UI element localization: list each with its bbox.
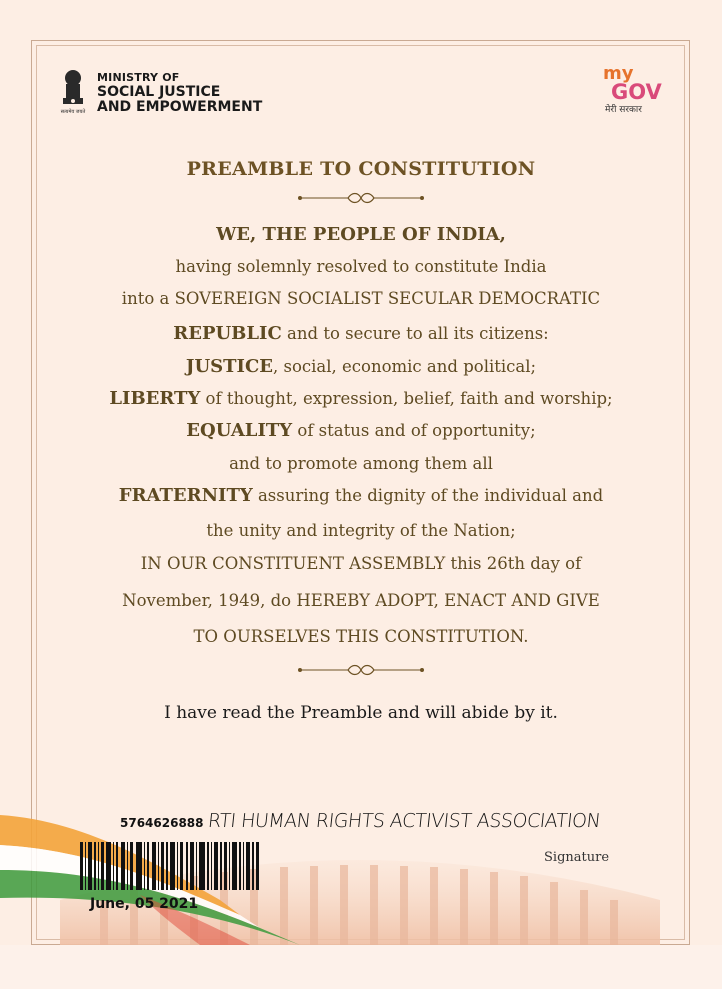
preamble-line-9: assuring the dignity of the individual and	[252, 486, 604, 505]
preamble-line-5: , social, economic and political;	[273, 357, 537, 376]
preamble-line-10: the unity and integrity of the Nation;	[206, 521, 516, 540]
preamble-line-3: into a SOVEREIGN SOCIALIST SECULAR DEMOCRATIC	[121, 289, 601, 308]
mygov-tagline: मेरी सरकार	[605, 105, 642, 115]
preamble-line-7: of status and of opportunity;	[292, 421, 536, 440]
mygov-gov: GOV	[611, 80, 662, 104]
ministry-line2: SOCIAL JUSTICE	[97, 83, 221, 100]
keyword-justice: JUSTICE	[185, 356, 273, 377]
signature-label: Signature	[544, 850, 610, 865]
preamble-line-2: having solemnly resolved to constitute India	[175, 257, 547, 276]
ornament-divider-top	[296, 190, 426, 206]
preamble-line-6: of thought, expression, belief, faith and worship;	[200, 389, 613, 408]
mygov-my: my	[603, 63, 634, 84]
preamble-line-12: November, 1949, do HEREBY ADOPT, ENACT AND GIVE	[122, 591, 600, 610]
keyword-liberty: LIBERTY	[109, 388, 201, 409]
certificate-date: June, 05 2021	[90, 896, 199, 912]
ashoka-emblem-icon	[57, 68, 89, 116]
keyword-republic: REPUBLIC	[173, 323, 282, 344]
certificate-name: RTI HUMAN RIGHTS ACTIVIST ASSOCIATION	[206, 810, 601, 832]
bottom-margin	[0, 945, 722, 989]
barcode-icon	[80, 842, 260, 890]
ministry-line3: AND EMPOWERMENT	[97, 98, 263, 115]
ministry-line1: MINISTRY OF	[97, 70, 180, 84]
preamble-line-8: and to promote among them all	[229, 454, 493, 473]
certificate-holder	[120, 810, 600, 832]
ornament-divider-bottom	[296, 662, 426, 678]
ministry-logo	[57, 68, 262, 116]
preamble-line-4: and to secure to all its citizens:	[281, 324, 549, 343]
keyword-equality: EQUALITY	[186, 420, 293, 441]
page-title: PREAMBLE TO CONSTITUTION	[186, 158, 536, 180]
preamble-line-13: TO OURSELVES THIS CONSTITUTION.	[193, 627, 529, 646]
preamble-line-1: WE, THE PEOPLE OF INDIA,	[216, 224, 506, 245]
emblem-caption: सत्यमेव जयते	[60, 109, 86, 115]
preamble-line-11: IN OUR CONSTITUENT ASSEMBLY this 26th day of	[140, 554, 582, 573]
certificate-number: 5764626888	[120, 816, 204, 830]
keyword-fraternity: FRATERNITY	[118, 485, 253, 506]
pledge-text: I have read the Preamble and will abide by it.	[164, 703, 558, 723]
mygov-logo	[603, 63, 662, 115]
